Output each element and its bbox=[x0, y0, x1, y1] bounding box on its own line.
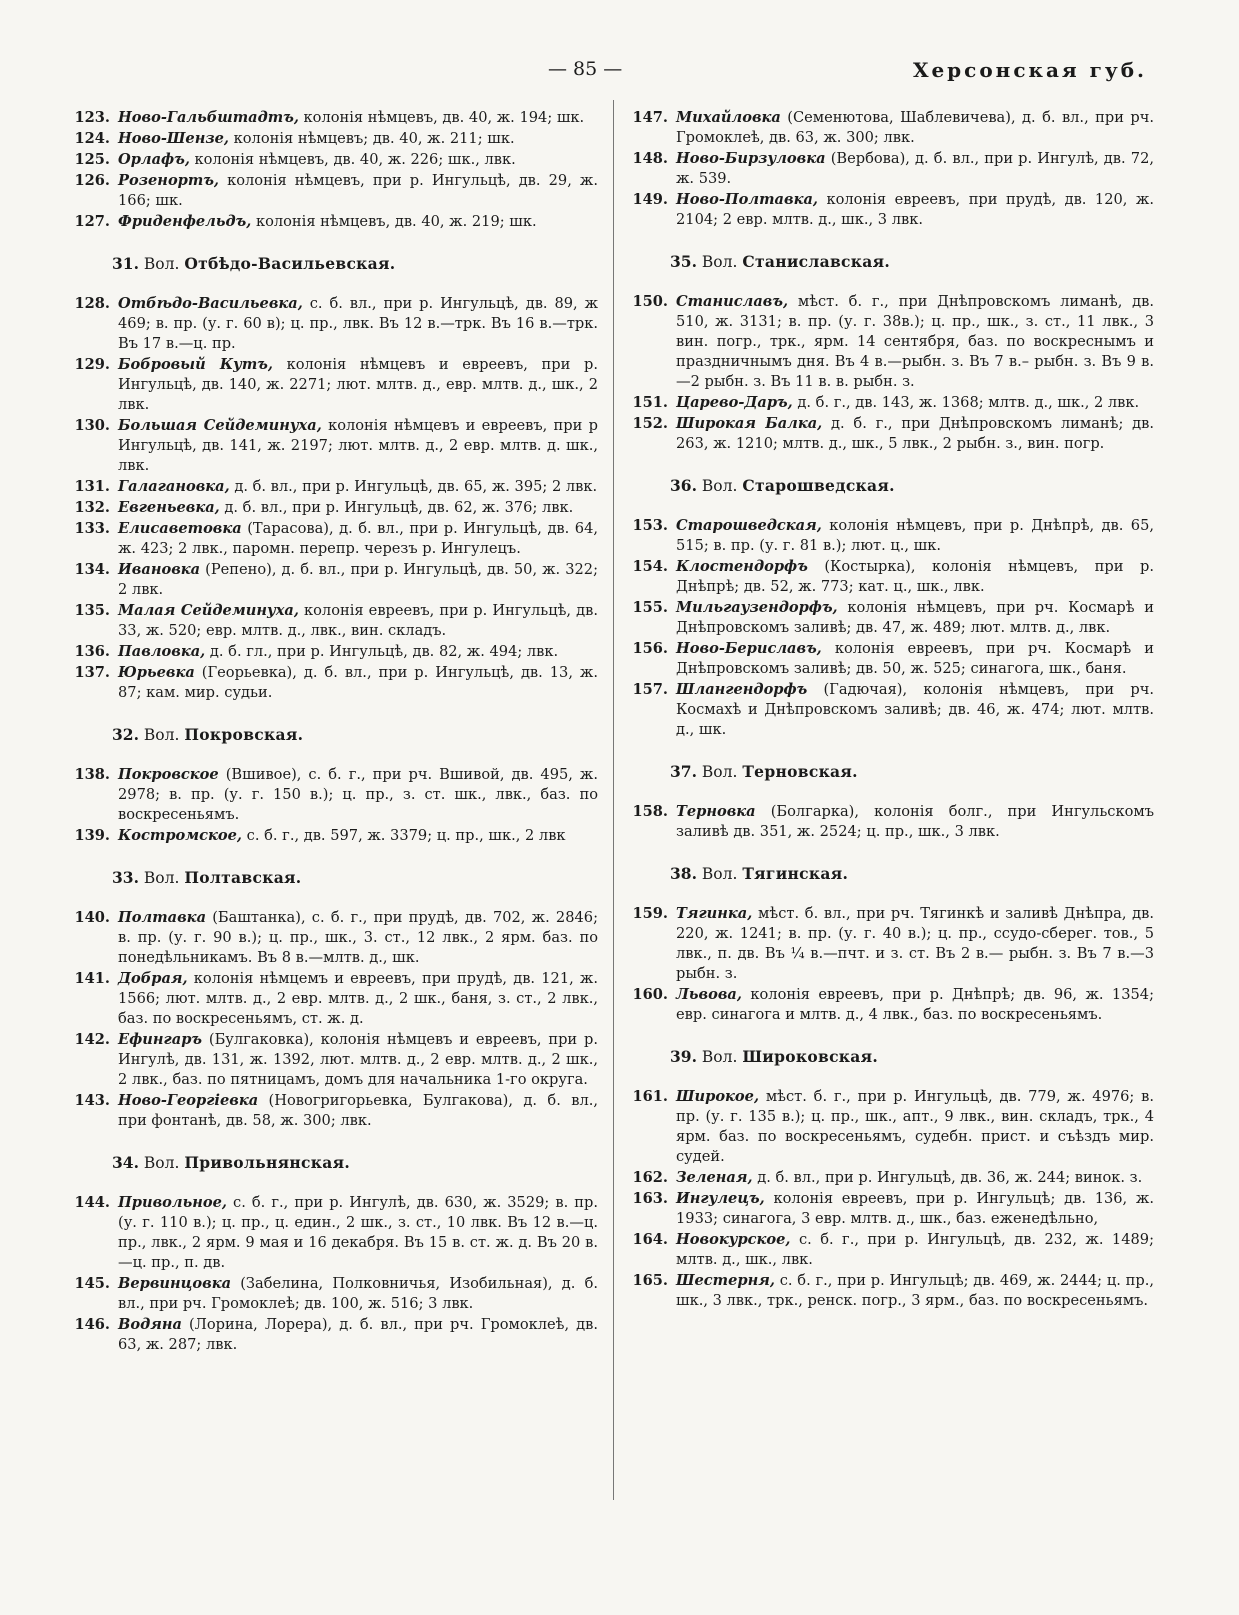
volost-heading bbox=[112, 1153, 598, 1173]
entry-number: 157. bbox=[632, 681, 668, 698]
entry-body bbox=[118, 642, 598, 662]
settlement-name: Зеленая, bbox=[676, 1169, 753, 1186]
entry-number: 131. bbox=[74, 478, 110, 495]
entry-body bbox=[676, 680, 1154, 740]
settlement-entry bbox=[624, 802, 1154, 842]
settlement-name: Новокурское, bbox=[676, 1231, 791, 1248]
settlement-name: Ново-Шензе, bbox=[118, 130, 230, 147]
settlement-entry bbox=[624, 1087, 1154, 1167]
volost-heading bbox=[112, 725, 598, 745]
entry-number: 130. bbox=[74, 417, 110, 434]
entry-number: 136. bbox=[74, 643, 110, 660]
page-number: — 85 — bbox=[548, 58, 623, 80]
settlement-name: Павловка, bbox=[118, 643, 206, 660]
volost-label: Вол. bbox=[143, 869, 180, 887]
entry-number: 141. bbox=[74, 970, 110, 987]
settlement-entry bbox=[624, 598, 1154, 638]
settlement-name: Львова, bbox=[676, 986, 742, 1003]
settlement-description: д. б. вл., при р. Ингульцѣ, дв. 62, ж. 376; лвк. bbox=[219, 499, 574, 516]
entry-number: 148. bbox=[632, 150, 668, 167]
settlement-name: Старошведская, bbox=[676, 517, 822, 534]
column-divider bbox=[613, 100, 614, 1500]
entry-number: 163. bbox=[632, 1190, 668, 1207]
entry-body bbox=[118, 908, 598, 968]
settlement-description: мѣст. б. г., при Днѣпровскомъ лиманѣ, дв. 510, ж. 3131; в. пр. (у. г. 38в.); ц. пр., шк., з. ст., 11 лвк., 3 вин. погр., трк., ярм. 14 сентября, баз. по воскреснымъ и праздничнымъ дня. Въ 4 в.—рыбн. з. Въ 7 в.– рыбн. з. Въ 9 в.—2 рыбн. з. Въ 11 в. в. рыбн. з. bbox=[676, 293, 1154, 390]
entry-body bbox=[118, 1030, 598, 1090]
settlement-name: Ингулецъ, bbox=[676, 1190, 765, 1207]
settlement-entry bbox=[66, 498, 598, 518]
settlement-entry bbox=[624, 516, 1154, 556]
right-column bbox=[624, 108, 1154, 1312]
entry-body bbox=[676, 1168, 1154, 1188]
settlement-entry bbox=[66, 908, 598, 968]
settlement-entry bbox=[66, 416, 598, 476]
volost-label: Вол. bbox=[701, 253, 738, 271]
entry-body bbox=[118, 1193, 598, 1273]
entry-number: 129. bbox=[74, 356, 110, 373]
settlement-name: Широкое, bbox=[676, 1088, 760, 1105]
volost-number: 34. bbox=[112, 1153, 139, 1172]
entry-number: 135. bbox=[74, 602, 110, 619]
volost-number: 33. bbox=[112, 868, 139, 887]
settlement-entry bbox=[66, 108, 598, 128]
entry-number: 132. bbox=[74, 499, 110, 516]
volost-number: 32. bbox=[112, 725, 139, 744]
settlement-name: Евгеньевка, bbox=[118, 499, 220, 516]
volost-title: Привольнянская. bbox=[184, 1153, 351, 1172]
entry-number: 149. bbox=[632, 191, 668, 208]
entry-number: 137. bbox=[74, 664, 110, 681]
volost-number: 37. bbox=[670, 762, 697, 781]
entry-body bbox=[118, 560, 598, 600]
settlement-description: с. б. г., дв. 597, ж. 3379; ц. пр., шк., 2 лвк bbox=[242, 827, 566, 844]
settlement-name: Полтавка bbox=[118, 909, 207, 926]
settlement-entry bbox=[624, 414, 1154, 454]
entry-number: 156. bbox=[632, 640, 668, 657]
settlement-name: Юрьевка bbox=[118, 664, 195, 681]
settlement-entry bbox=[624, 557, 1154, 597]
entry-body bbox=[676, 292, 1154, 392]
settlement-entry bbox=[66, 129, 598, 149]
volost-number: 36. bbox=[670, 476, 697, 495]
settlement-description: с. б. вл., при р. Ингульцѣ, дв. 89, ж 469; в. пр. (у. г. 60 в); ц. пр., лвк. Въ 12 в.—трк. Въ 16 в.—трк. Въ 17 в.—ц. пр. bbox=[118, 295, 598, 352]
settlement-description: (Гадючая), колонія нѣмцевъ, при рч. Космахѣ и Днѣпровскомъ заливѣ; дв. 46, ж. 474; лют. млтв. д., шк. bbox=[676, 681, 1154, 738]
volost-number: 38. bbox=[670, 864, 697, 883]
settlement-entry bbox=[66, 1091, 598, 1131]
settlement-entry bbox=[66, 171, 598, 211]
settlement-description: колонія нѣмцемъ и евреевъ, при прудѣ, дв. 121, ж. 1566; лют. млтв. д., 2 евр. млтв. д., 2 шк., баня, з. ст., 2 лвк., баз. по воскресеньямъ, ст. ж. д. bbox=[118, 970, 598, 1027]
settlement-entry bbox=[624, 190, 1154, 230]
settlement-entry bbox=[624, 639, 1154, 679]
volost-title: Тягинская. bbox=[742, 864, 849, 883]
settlement-description: (Вшивое), с. б. г., при рч. Вшивой, дв. 495, ж. 2978; в. пр. (у. г. 150 в.); ц. пр., з. ст. шк., лвк., баз. по воскресеньямъ. bbox=[118, 766, 598, 823]
region-title: Херсонская губ. bbox=[912, 58, 1147, 82]
entry-body bbox=[676, 414, 1154, 454]
volost-label: Вол. bbox=[143, 726, 180, 744]
entry-body bbox=[676, 1189, 1154, 1229]
entry-body bbox=[676, 108, 1154, 148]
volost-title: Полтавская. bbox=[184, 868, 302, 887]
entry-number: 146. bbox=[74, 1316, 110, 1333]
settlement-entry bbox=[66, 150, 598, 170]
settlement-entry bbox=[66, 294, 598, 354]
settlement-name: Бобровый Кутъ, bbox=[118, 356, 273, 373]
settlement-description: колонія нѣмцевъ; дв. 40, ж. 211; шк. bbox=[229, 130, 515, 147]
entry-number: 125. bbox=[74, 151, 110, 168]
settlement-entry bbox=[66, 1315, 598, 1355]
settlement-name: Ново-Бериславъ, bbox=[676, 640, 822, 657]
settlement-name: Привольное, bbox=[118, 1194, 227, 1211]
entry-number: 126. bbox=[74, 172, 110, 189]
settlement-description: колонія нѣмцевъ, при рч. Космарѣ и Днѣпровскомъ заливѣ; дв. 47, ж. 489; лют. млтв. д., лвк. bbox=[676, 599, 1154, 636]
settlement-entry bbox=[624, 1230, 1154, 1270]
entry-body bbox=[118, 212, 598, 232]
entry-number: 150. bbox=[632, 293, 668, 310]
volost-label: Вол. bbox=[701, 763, 738, 781]
entry-body bbox=[676, 802, 1154, 842]
settlement-description: (Репено), д. б. вл., при р. Ингульцѣ, дв. 50, ж. 322; 2 лвк. bbox=[118, 561, 598, 598]
settlement-name: Терновка bbox=[676, 803, 756, 820]
entry-body bbox=[118, 355, 598, 415]
left-column bbox=[66, 108, 598, 1356]
settlement-entry bbox=[66, 826, 598, 846]
settlement-name: Ново-Георгіевка bbox=[118, 1092, 259, 1109]
entry-number: 147. bbox=[632, 109, 668, 126]
settlement-description: колонія нѣмцевъ, дв. 40, ж. 219; шк. bbox=[251, 213, 537, 230]
entry-body bbox=[676, 598, 1154, 638]
settlement-name: Шестерня, bbox=[676, 1272, 775, 1289]
settlement-description: (Тарасова), д. б. вл., при р. Ингульцѣ, дв. 64, ж. 423; 2 лвк., паромн. перепр. черезъ р. Ингулецъ. bbox=[118, 520, 598, 557]
entry-body bbox=[118, 519, 598, 559]
entry-body bbox=[676, 1271, 1154, 1311]
entry-body bbox=[118, 477, 598, 497]
settlement-description: колонія евреевъ, при р. Ингульцѣ, дв. 33, ж. 520; евр. млтв. д., лвк., вин. складъ. bbox=[118, 602, 598, 639]
entry-number: 161. bbox=[632, 1088, 668, 1105]
volost-label: Вол. bbox=[701, 1048, 738, 1066]
settlement-description: (Георьевка), д. б. вл., при р. Ингульцѣ, дв. 13, ж. 87; кам. мир. судьи. bbox=[118, 664, 598, 701]
settlement-name: Ново-Полтавка, bbox=[676, 191, 818, 208]
entry-number: 140. bbox=[74, 909, 110, 926]
entry-number: 124. bbox=[74, 130, 110, 147]
settlement-entry bbox=[66, 765, 598, 825]
settlement-description: (Забелина, Полковничья, Изобильная), д. б. вл., при рч. Громоклеѣ; дв. 100, ж. 516; 3 лвк. bbox=[118, 1275, 598, 1312]
volost-label: Вол. bbox=[143, 255, 180, 273]
settlement-description: (Вербова), д. б. вл., при р. Ингулѣ, дв. 72, ж. 539. bbox=[676, 150, 1154, 187]
settlement-description: (Болгарка), колонія болг., при Ингульскомъ заливѣ дв. 351, ж. 2524; ц. пр., шк., 3 лвк. bbox=[676, 803, 1154, 840]
page-header bbox=[0, 58, 1239, 88]
settlement-entry bbox=[624, 985, 1154, 1025]
volost-title: Станиславская. bbox=[742, 252, 891, 271]
entry-body bbox=[676, 557, 1154, 597]
entry-number: 144. bbox=[74, 1194, 110, 1211]
settlement-name: Большая Сейдеминуха, bbox=[118, 417, 322, 434]
settlement-entry bbox=[624, 393, 1154, 413]
entry-body bbox=[676, 904, 1154, 984]
settlement-description: мѣст. б. г., при р. Ингульцѣ, дв. 779, ж. 4976; в. пр. (у. г. 135 в.); ц. пр., шк., апт., 9 лвк., вин. складъ, трк., 4 ярм. баз. по воскресеньямъ, судебн. прист. и съѣздъ мир. судей. bbox=[676, 1088, 1154, 1165]
settlement-entry bbox=[66, 1030, 598, 1090]
entry-body bbox=[676, 190, 1154, 230]
volost-heading bbox=[670, 252, 1154, 272]
entry-body bbox=[118, 1315, 598, 1355]
entry-number: 155. bbox=[632, 599, 668, 616]
volost-label: Вол. bbox=[701, 865, 738, 883]
entry-number: 127. bbox=[74, 213, 110, 230]
entry-number: 159. bbox=[632, 905, 668, 922]
volost-number: 35. bbox=[670, 252, 697, 271]
settlement-name: Отбѣдо-Васильевка, bbox=[118, 295, 303, 312]
settlement-name: Тягинка, bbox=[676, 905, 753, 922]
entry-number: 143. bbox=[74, 1092, 110, 1109]
entry-body bbox=[118, 150, 598, 170]
volost-heading bbox=[112, 254, 598, 274]
entry-number: 153. bbox=[632, 517, 668, 534]
entry-number: 151. bbox=[632, 394, 668, 411]
volost-heading bbox=[670, 476, 1154, 496]
entry-number: 154. bbox=[632, 558, 668, 575]
entry-body bbox=[676, 639, 1154, 679]
entry-body bbox=[118, 294, 598, 354]
settlement-description: д. б. вл., при р. Ингульцѣ, дв. 65, ж. 395; 2 лвк. bbox=[229, 478, 598, 495]
entry-body bbox=[118, 498, 598, 518]
volost-label: Вол. bbox=[701, 477, 738, 495]
settlement-name: Широкая Балка, bbox=[676, 415, 823, 432]
volost-title: Отбѣдо-Васильевская. bbox=[184, 254, 396, 273]
settlement-name: Станиславъ, bbox=[676, 293, 789, 310]
entry-body bbox=[118, 1091, 598, 1131]
settlement-name: Ивановка bbox=[118, 561, 201, 578]
volost-heading bbox=[112, 868, 598, 888]
entry-number: 139. bbox=[74, 827, 110, 844]
settlement-description: колонія евреевъ, при прудѣ, дв. 120, ж. 2104; 2 евр. млтв. д., шк., 3 лвк. bbox=[676, 191, 1154, 228]
settlement-description: колонія нѣмцевъ, при р. Днѣпрѣ, дв. 65, 515; в. пр. (у. г. 81 в.); лют. ц., шк. bbox=[676, 517, 1154, 554]
settlement-name: Фриденфельдъ, bbox=[118, 213, 252, 230]
settlement-name: Клостендорфъ bbox=[676, 558, 808, 575]
settlement-description: д. б. вл., при р. Ингульцѣ, дв. 36, ж. 244; винок. з. bbox=[752, 1169, 1143, 1186]
settlement-description: (Баштанка), с. б. г., при прудѣ, дв. 702, ж. 2846; в. пр. (у. г. 90 в.); ц. пр., шк., 3. ст., 12 лвк., 2 ярм. баз. по понедѣльникамъ. Въ 8 в.—млтв. д., шк. bbox=[118, 909, 598, 966]
settlement-entry bbox=[624, 1271, 1154, 1311]
entry-body bbox=[118, 969, 598, 1029]
settlement-name: Мильгаузендорфъ, bbox=[676, 599, 838, 616]
settlement-entry bbox=[66, 477, 598, 497]
settlement-name: Шлангендорфъ bbox=[676, 681, 808, 698]
settlement-description: д. б. г., при Днѣпровскомъ лиманѣ; дв. 263, ж. 1210; млтв. д., шк., 5 лвк., 2 рыбн. з., вин. погр. bbox=[676, 415, 1154, 452]
settlement-description: (Булгаковка), колонія нѣмцевъ и евреевъ, при р. Ингулѣ, дв. 131, ж. 1392, лют. млтв. д., 2 евр. млтв. д., 2 шк., 2 лвк., баз. по пятницамъ, домъ для начальника 1-го округа. bbox=[118, 1031, 598, 1088]
entry-body bbox=[118, 601, 598, 641]
entry-number: 128. bbox=[74, 295, 110, 312]
entry-body bbox=[118, 108, 598, 128]
settlement-entry bbox=[66, 601, 598, 641]
settlement-entry bbox=[624, 1189, 1154, 1229]
settlement-description: колонія нѣмцевъ и евреевъ, при р. Ингульцѣ, дв. 140, ж. 2271; лют. млтв. д., евр. млтв. д., шк., 2 лвк. bbox=[118, 356, 598, 413]
settlement-name: Добрая, bbox=[118, 970, 188, 987]
settlement-description: с. б. г., при р. Ингулѣ, дв. 630, ж. 3529; в. пр. (у. г. 110 в.); ц. пр., ц. един., 2 шк., з. ст., 10 лвк. Въ 12 в.—ц. пр., лвк., 2 ярм. 9 мая и 16 декабря. Въ 15 в. ст. ж. д. Въ 20 в.—ц. пр., п. дв. bbox=[118, 1194, 598, 1271]
entry-body bbox=[676, 1230, 1154, 1270]
settlement-entry bbox=[66, 1274, 598, 1314]
settlement-entry bbox=[66, 969, 598, 1029]
settlement-entry bbox=[624, 108, 1154, 148]
settlement-entry bbox=[66, 519, 598, 559]
settlement-description: колонія нѣмцевъ, дв. 40, ж. 194; шк. bbox=[298, 109, 585, 126]
volost-title: Широковская. bbox=[742, 1047, 879, 1066]
settlement-description: (Семенютова, Шаблевичева), д. б. вл., при рч. Громоклеѣ, дв. 63, ж. 300; лвк. bbox=[676, 109, 1154, 146]
settlement-entry bbox=[624, 680, 1154, 740]
settlement-name: Розенортъ, bbox=[118, 172, 220, 189]
volost-number: 39. bbox=[670, 1047, 697, 1066]
settlement-description: с. б. г., при р. Ингульцѣ; дв. 469, ж. 2444; ц. пр., шк., 3 лвк., трк., ренск. погр., 3 ярм., баз. по воскресеньямъ. bbox=[676, 1272, 1154, 1309]
entry-number: 152. bbox=[632, 415, 668, 432]
settlement-name: Михайловка bbox=[676, 109, 781, 126]
settlement-description: (Лорина, Лорера), д. б. вл., при рч. Громоклеѣ, дв. 63, ж. 287; лвк. bbox=[118, 1316, 598, 1353]
settlement-name: Ново-Бирзуловка bbox=[676, 150, 826, 167]
settlement-entry bbox=[66, 642, 598, 662]
entry-body bbox=[118, 663, 598, 703]
settlement-description: колонія евреевъ, при рч. Космарѣ и Днѣпровскомъ заливѣ; дв. 50, ж. 525; синагога, шк., баня. bbox=[676, 640, 1154, 677]
settlement-name: Царево-Даръ, bbox=[676, 394, 793, 411]
settlement-name: Ново-Гальбштадтъ, bbox=[118, 109, 299, 126]
entry-number: 123. bbox=[74, 109, 110, 126]
settlement-name: Малая Сейдеминуха, bbox=[118, 602, 299, 619]
settlement-entry bbox=[66, 1193, 598, 1273]
settlement-description: (Костырка), колонія нѣмцевъ, при р. Днѣпрѣ; дв. 52, ж. 773; кат. ц., шк., лвк. bbox=[676, 558, 1154, 595]
volost-heading bbox=[670, 762, 1154, 782]
entry-body bbox=[118, 765, 598, 825]
settlement-entry bbox=[66, 212, 598, 232]
settlement-description: мѣст. б. вл., при рч. Тягинкѣ и заливѣ Днѣпра, дв. 220, ж. 1241; в. пр. (у. г. 40 в.); ц. пр., ссудо-сберег. тов., 5 лвк., п. дв. Въ ¼ в.—пчт. и з. ст. Въ 2 в.— рыбн. з. Въ 7 в.—3 рыбн. з. bbox=[676, 905, 1154, 982]
settlement-name: Костромское, bbox=[118, 827, 243, 844]
settlement-entry bbox=[624, 1168, 1154, 1188]
entry-body bbox=[676, 149, 1154, 189]
settlement-description: (Новогригорьевка, Булгакова), д. б. вл., при фонтанѣ, дв. 58, ж. 300; лвк. bbox=[118, 1092, 598, 1129]
settlement-name: Водяна bbox=[118, 1316, 182, 1333]
settlement-name: Орлафъ, bbox=[118, 151, 190, 168]
settlement-entry bbox=[66, 560, 598, 600]
settlement-entry bbox=[66, 663, 598, 703]
volost-title: Старошведская. bbox=[742, 476, 895, 495]
volost-heading bbox=[670, 1047, 1154, 1067]
entry-body bbox=[118, 171, 598, 211]
settlement-entry bbox=[624, 292, 1154, 392]
entry-body bbox=[118, 129, 598, 149]
settlement-name: Вервинцовка bbox=[118, 1275, 232, 1292]
settlement-name: Ефингаръ bbox=[118, 1031, 203, 1048]
entry-number: 133. bbox=[74, 520, 110, 537]
entry-number: 165. bbox=[632, 1272, 668, 1289]
settlement-description: колонія нѣмцевъ, при р. Ингульцѣ, дв. 29, ж. 166; шк. bbox=[118, 172, 598, 209]
entry-number: 134. bbox=[74, 561, 110, 578]
settlement-description: д. б. гл., при р. Ингульцѣ, дв. 82, ж. 494; лвк. bbox=[205, 643, 559, 660]
entry-body bbox=[118, 826, 598, 846]
settlement-description: с. б. г., при р. Ингульцѣ, дв. 232, ж. 1489; млтв. д., шк., лвк. bbox=[676, 1231, 1154, 1268]
settlement-description: д. б. г., дв. 143, ж. 1368; млтв. д., шк., 2 лвк. bbox=[792, 394, 1140, 411]
settlement-entry bbox=[66, 355, 598, 415]
settlement-name: Галагановка, bbox=[118, 478, 230, 495]
settlement-description: колонія нѣмцевъ и евреевъ, при р Ингульцѣ, дв. 141, ж. 2197; лют. млтв. д., 2 евр. млтв. д. шк., лвк. bbox=[118, 417, 598, 474]
volost-title: Терновская. bbox=[742, 762, 858, 781]
entry-body bbox=[118, 416, 598, 476]
settlement-description: колонія евреевъ, при р. Днѣпрѣ; дв. 96, ж. 1354; евр. синагога и млтв. д., 4 лвк., баз. по воскресеньямъ. bbox=[676, 986, 1154, 1023]
entry-body bbox=[676, 516, 1154, 556]
settlement-entry bbox=[624, 149, 1154, 189]
entry-number: 142. bbox=[74, 1031, 110, 1048]
entry-body bbox=[676, 1087, 1154, 1167]
entry-number: 145. bbox=[74, 1275, 110, 1292]
settlement-name: Елисаветовка bbox=[118, 520, 242, 537]
entry-number: 138. bbox=[74, 766, 110, 783]
volost-label: Вол. bbox=[143, 1154, 180, 1172]
volost-title: Покровская. bbox=[184, 725, 304, 744]
entry-body bbox=[676, 985, 1154, 1025]
entry-number: 164. bbox=[632, 1231, 668, 1248]
settlement-description: колонія евреевъ, при р. Ингульцѣ; дв. 136, ж. 1933; синагога, 3 евр. млтв. д., шк., баз. еженедѣльно, bbox=[676, 1190, 1154, 1227]
settlement-description: колонія нѣмцевъ, дв. 40, ж. 226; шк., лвк. bbox=[189, 151, 516, 168]
entry-body bbox=[676, 393, 1154, 413]
volost-number: 31. bbox=[112, 254, 139, 273]
settlement-entry bbox=[624, 904, 1154, 984]
volost-heading bbox=[670, 864, 1154, 884]
settlement-name: Покровское bbox=[118, 766, 219, 783]
entry-body bbox=[118, 1274, 598, 1314]
entry-number: 158. bbox=[632, 803, 668, 820]
entry-number: 162. bbox=[632, 1169, 668, 1186]
entry-number: 160. bbox=[632, 986, 668, 1003]
